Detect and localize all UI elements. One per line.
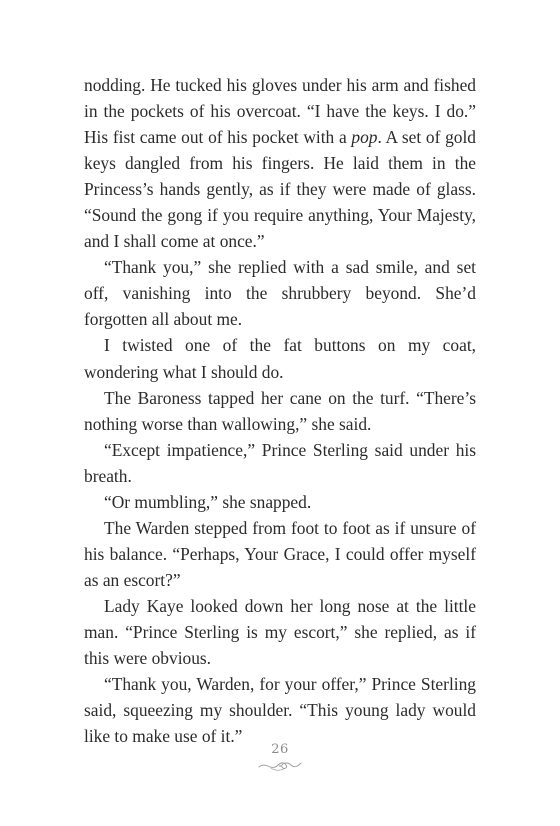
italic-word: pop — [351, 127, 378, 148]
paragraph: “Thank you,” she replied with a sad smile, and set off, vanishing into the shrubbery beyond. She’d forgotten all about me. — [84, 257, 476, 330]
body-text — [84, 72, 476, 749]
paragraph: The Warden stepped from foot to foot as if unsure of his balance. “Perhaps, Your Grace, I could offer myself as an escort?” — [84, 517, 476, 590]
paragraph: Lady Kaye looked down her long nose at the little man. “Prince Sterling is my escort,” she replied, as if this were obvious. — [84, 595, 476, 669]
page-footer — [0, 742, 560, 773]
paragraph-text-after: . A set of gold keys dangled from his fingers. He laid them in the Princess’s hands gently, as if they were made of glass. “Sound the gong if you require anything, Your Majesty, and I shall come at once.” — [84, 127, 476, 252]
paragraph-continued — [84, 72, 476, 254]
paragraph: I twisted one of the fat buttons on my coat, wondering what I should do. — [84, 335, 476, 382]
paragraph: “Except impatience,” Prince Sterling said under his breath. — [84, 439, 476, 486]
paragraph: “Or mumbling,” she snapped. — [104, 491, 312, 512]
flourish-ornament-icon — [257, 759, 303, 773]
paragraph-text: nodding. He tucked his gloves under his arm and fished in the pockets of his overcoat. “I have the keys. I do.” His fist came out of his pocket with a — [84, 75, 476, 148]
page-number: 26 — [271, 742, 289, 757]
paragraph: The Baroness tapped her cane on the turf. “There’s nothing worse than wallowing,” she said. — [84, 387, 476, 434]
paragraph: “Thank you, Warden, for your offer,” Prince Sterling said, squeezing my shoulder. “This young lady would like to make use of it.” — [84, 674, 476, 747]
